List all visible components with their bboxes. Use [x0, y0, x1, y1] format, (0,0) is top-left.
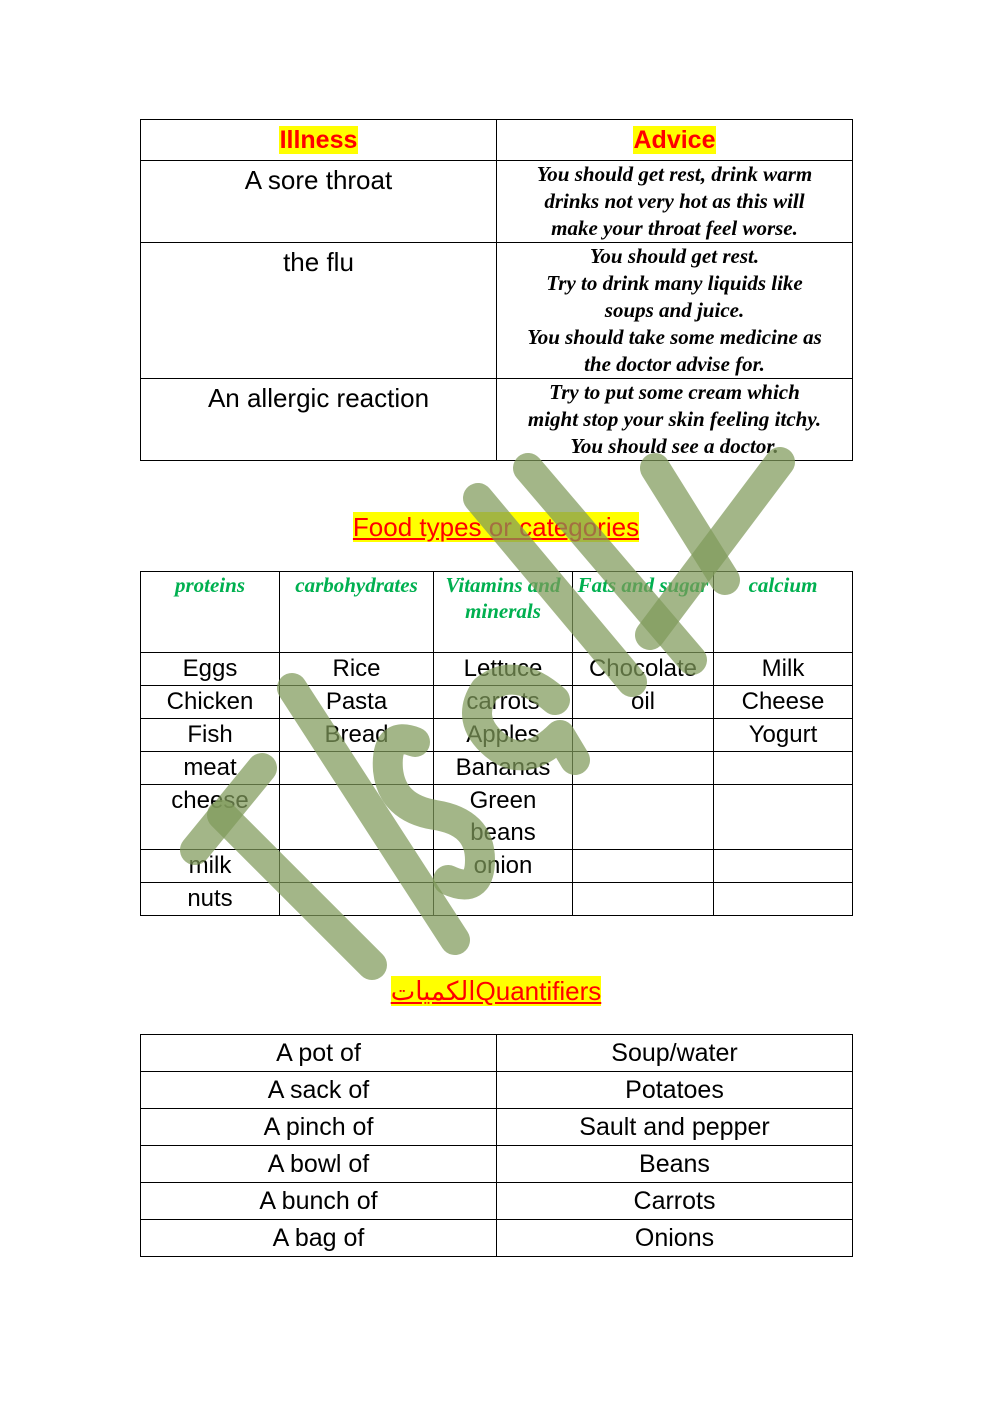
- table-cell: [573, 883, 714, 916]
- table-cell: milk: [141, 850, 280, 883]
- table-cell: [573, 752, 714, 785]
- advice-line: You should get rest, drink warm: [536, 162, 813, 186]
- advice-line: You should see a doctor.: [570, 434, 779, 458]
- column-header-fats: Fats and sugar: [573, 572, 714, 653]
- column-header-vitamins: Vitamins and minerals: [434, 572, 573, 653]
- table-cell: [280, 785, 434, 850]
- advice-line: Try to put some cream which: [549, 380, 800, 404]
- illness-cell: the flu: [141, 243, 497, 379]
- table-row: [141, 1035, 853, 1072]
- column-header-proteins: proteins: [141, 572, 280, 653]
- advice-cell: [497, 161, 853, 243]
- food-categories-heading: Food types or categories: [352, 512, 640, 542]
- advice-header: Advice: [497, 120, 853, 161]
- table-cell: Eggs: [141, 653, 280, 686]
- item-cell: Potatoes: [497, 1072, 853, 1109]
- advice-cell: [497, 243, 853, 379]
- table-cell: Pasta: [280, 686, 434, 719]
- advice-line: Try to drink many liquids like: [546, 271, 803, 295]
- table-row: [141, 1109, 853, 1146]
- table-cell: onion: [434, 850, 573, 883]
- quantifier-cell: A bag of: [141, 1220, 497, 1257]
- item-cell: Soup/water: [497, 1035, 853, 1072]
- column-header-carbohydrates: carbohydrates: [280, 572, 434, 653]
- table-cell: Bread: [280, 719, 434, 752]
- illness-cell: An allergic reaction: [141, 379, 497, 461]
- table-cell: [280, 850, 434, 883]
- quantifier-cell: A bowl of: [141, 1146, 497, 1183]
- item-cell: Carrots: [497, 1183, 853, 1220]
- table-row: [141, 719, 853, 752]
- advice-line: soups and juice.: [604, 298, 745, 322]
- table-row: [141, 686, 853, 719]
- table-cell: oil: [573, 686, 714, 719]
- table-cell: meat: [141, 752, 280, 785]
- table-cell: [573, 785, 714, 850]
- table-cell: [714, 785, 853, 850]
- illness-header: Illness: [141, 120, 497, 161]
- table-row: [141, 379, 853, 461]
- table-cell: [714, 850, 853, 883]
- table-cell: Rice: [280, 653, 434, 686]
- quantifier-cell: A pot of: [141, 1035, 497, 1072]
- table-cell: Chicken: [141, 686, 280, 719]
- table-cell: [434, 883, 573, 916]
- item-cell: Sault and pepper: [497, 1109, 853, 1146]
- table-cell: Yogurt: [714, 719, 853, 752]
- quantifiers-table: [140, 1034, 853, 1257]
- table-row: [141, 850, 853, 883]
- table-cell: Apples: [434, 719, 573, 752]
- table-cell: Bananas: [434, 752, 573, 785]
- advice-line: You should get rest.: [589, 244, 760, 268]
- quantifiers-heading: الكمياتQuantifiers: [390, 976, 602, 1006]
- table-cell: nuts: [141, 883, 280, 916]
- table-cell: [573, 719, 714, 752]
- column-header-calcium: calcium: [714, 572, 853, 653]
- table-cell: [573, 850, 714, 883]
- table-cell: carrots: [434, 686, 573, 719]
- table-cell: [280, 752, 434, 785]
- table-cell: Milk: [714, 653, 853, 686]
- table-cell: [714, 752, 853, 785]
- item-cell: Beans: [497, 1146, 853, 1183]
- table-row: [141, 1072, 853, 1109]
- table-cell: Green beans: [434, 785, 573, 850]
- quantifier-cell: A pinch of: [141, 1109, 497, 1146]
- advice-line: might stop your skin feeling itchy.: [527, 407, 822, 431]
- advice-line: the doctor advise for.: [584, 352, 765, 376]
- advice-cell: [497, 379, 853, 461]
- table-cell: Fish: [141, 719, 280, 752]
- table-cell: Cheese: [714, 686, 853, 719]
- illness-cell: A sore throat: [141, 161, 497, 243]
- table-cell: Chocolate: [573, 653, 714, 686]
- table-row: [141, 161, 853, 243]
- table-row: [141, 1220, 853, 1257]
- illness-advice-table: [140, 119, 853, 461]
- table-cell: [714, 883, 853, 916]
- advice-line: make your throat feel worse.: [551, 216, 798, 240]
- table-cell: Lettuce: [434, 653, 573, 686]
- advice-line: You should take some medicine as: [527, 325, 822, 349]
- table-cell: cheese: [141, 785, 280, 850]
- table-row: [141, 653, 853, 686]
- table-row: [141, 752, 853, 785]
- table-row: [141, 785, 853, 850]
- table-header-row: [141, 120, 853, 161]
- table-header-row: [141, 572, 853, 653]
- quantifier-cell: A bunch of: [141, 1183, 497, 1220]
- table-row: [141, 1146, 853, 1183]
- item-cell: Onions: [497, 1220, 853, 1257]
- table-row: [141, 1183, 853, 1220]
- advice-line: drinks not very hot as this will: [544, 189, 805, 213]
- table-row: [141, 243, 853, 379]
- table-cell: [280, 883, 434, 916]
- food-categories-table: [140, 571, 853, 916]
- quantifier-cell: A sack of: [141, 1072, 497, 1109]
- table-row: [141, 883, 853, 916]
